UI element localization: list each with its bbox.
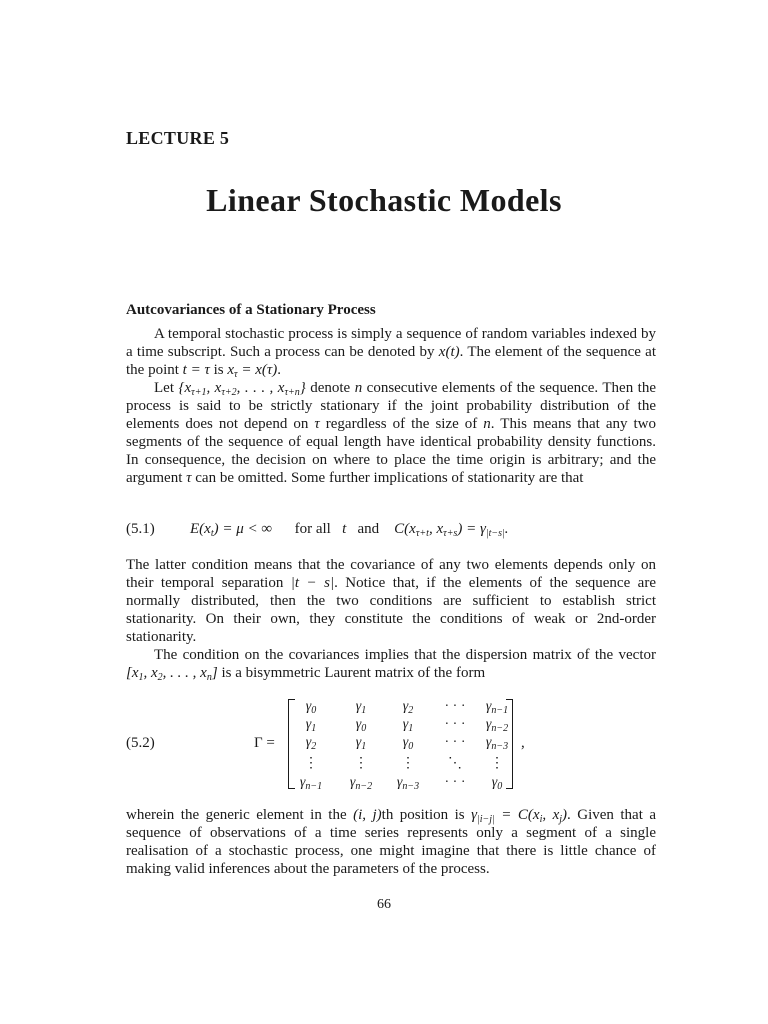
paragraph-block-1 <box>126 325 656 487</box>
matrix-cell-r1-c1: $\gamma_0$ <box>305 699 317 716</box>
paragraph-2: Let {$x_{\tau+1}$, $x_{\tau+2}$, . . . , $x_{\tau+n}$} denote n consecutive elements of the sequence. Then the process is said to be strictly stationary if the joint probability distribution of the elements does not depend on τ regardless of the size of n. This means that any two segments of the sequence of equal length have identical probability density functions. In consequence, the decision on where to place the time origin is arbitrary; and the argument τ can be omitted. Some further implications of stationarity are that <box>126 380 656 486</box>
matrix-right-bracket <box>506 699 513 789</box>
paragraph-4: The condition on the covariances implies that the dispersion matrix of the vector [$x_1$, $x_2$, . . . , $x_n$] is a bisymmetric Laurent matrix of the form <box>126 647 656 683</box>
matrix-cell-r5-c2: $\gamma_{n-2}$ <box>349 775 373 792</box>
matrix-cell-r1-c3: $\gamma_2$ <box>402 699 414 716</box>
equation-number: (5.2) <box>126 735 155 751</box>
matrix-cell-r2-c2: $\gamma_0$ <box>355 717 367 734</box>
matrix-cell-r2-c3: $\gamma_1$ <box>402 717 414 734</box>
matrix-cell-r5-c5: $\gamma_0$ <box>491 775 503 792</box>
matrix-cell-r4-c3: ⋮ <box>401 756 415 771</box>
matrix-cell-r2-c1: $\gamma_1$ <box>305 717 317 734</box>
section-heading: Autcovariances of a Stationary Process <box>126 302 376 318</box>
matrix-cell-r3-c4: · · · <box>444 735 466 750</box>
matrix-cell-r1-c2: $\gamma_1$ <box>355 699 367 716</box>
matrix-cell-r3-c3: $\gamma_0$ <box>402 735 414 752</box>
page-title: Linear Stochastic Models <box>206 182 562 218</box>
paragraph-5: wherein the generic element in the (i, j)th position is $\gamma_{|i-j|} = C(x_i$, $x_j$). Given that a sequence of observations of a time series represents only a segment of a single realisation of a stochastic process, one might imagine that there is little chance of making valid inferences about the parameters of the process. <box>126 807 656 877</box>
matrix-cell-r5-c3: $\gamma_{n-3}$ <box>396 775 420 792</box>
lecture-label: LECTURE 5 <box>126 128 230 148</box>
matrix-cell-r2-c5: $\gamma_{n-2}$ <box>485 717 509 734</box>
matrix-cell-r4-c2: ⋮ <box>354 756 368 771</box>
matrix-lhs: Γ = <box>254 735 275 751</box>
equation-5-1 <box>126 521 656 541</box>
equation-5-2 <box>126 695 656 795</box>
paragraph-block-3 <box>126 806 656 878</box>
matrix-trailing-comma: , <box>521 735 525 751</box>
matrix-cell-r3-c5: $\gamma_{n-3}$ <box>485 735 509 752</box>
matrix-cell-r4-c1: ⋮ <box>304 756 318 771</box>
paragraph-block-2 <box>126 556 656 682</box>
equation-body: $E(x_t) = \mu$ < ∞ for all t and $C(x_{\tau+t}$, $x_{\tau+s}) = \gamma_{|t-s|}$. <box>190 521 509 539</box>
paragraph-1: A temporal stochastic process is simply a sequence of random variables indexed by a time subscript. Such a process can be denoted by x(t). The element of the sequence at the point t = τ is $x_\tau = x(\tau)$. <box>126 326 656 380</box>
matrix-cell-r4-c4: ⋱ <box>448 756 462 771</box>
matrix-cell-r2-c4: · · · <box>444 717 466 732</box>
matrix-cell-r5-c4: · · · <box>444 775 466 790</box>
matrix-cell-r1-c4: · · · <box>444 699 466 714</box>
matrix-cell-r4-c5: ⋮ <box>490 756 504 771</box>
matrix-cell-r3-c2: $\gamma_1$ <box>355 735 367 752</box>
page-number: 66 <box>377 897 391 912</box>
paragraph-3: The latter condition means that the covariance of any two elements depends only on their temporal separation |t − s|. Notice that, if the elements of the sequence are normally distributed, then the two conditions are sufficient to establish strict stationarity. On their own, they constitute the conditions of weak or 2nd-order stationarity. <box>126 557 656 645</box>
equation-number: (5.1) <box>126 521 155 537</box>
matrix-cell-r3-c1: $\gamma_2$ <box>305 735 317 752</box>
matrix-cell-r1-c5: $\gamma_{n-1}$ <box>485 699 509 716</box>
matrix-cell-r5-c1: $\gamma_{n-1}$ <box>299 775 323 792</box>
